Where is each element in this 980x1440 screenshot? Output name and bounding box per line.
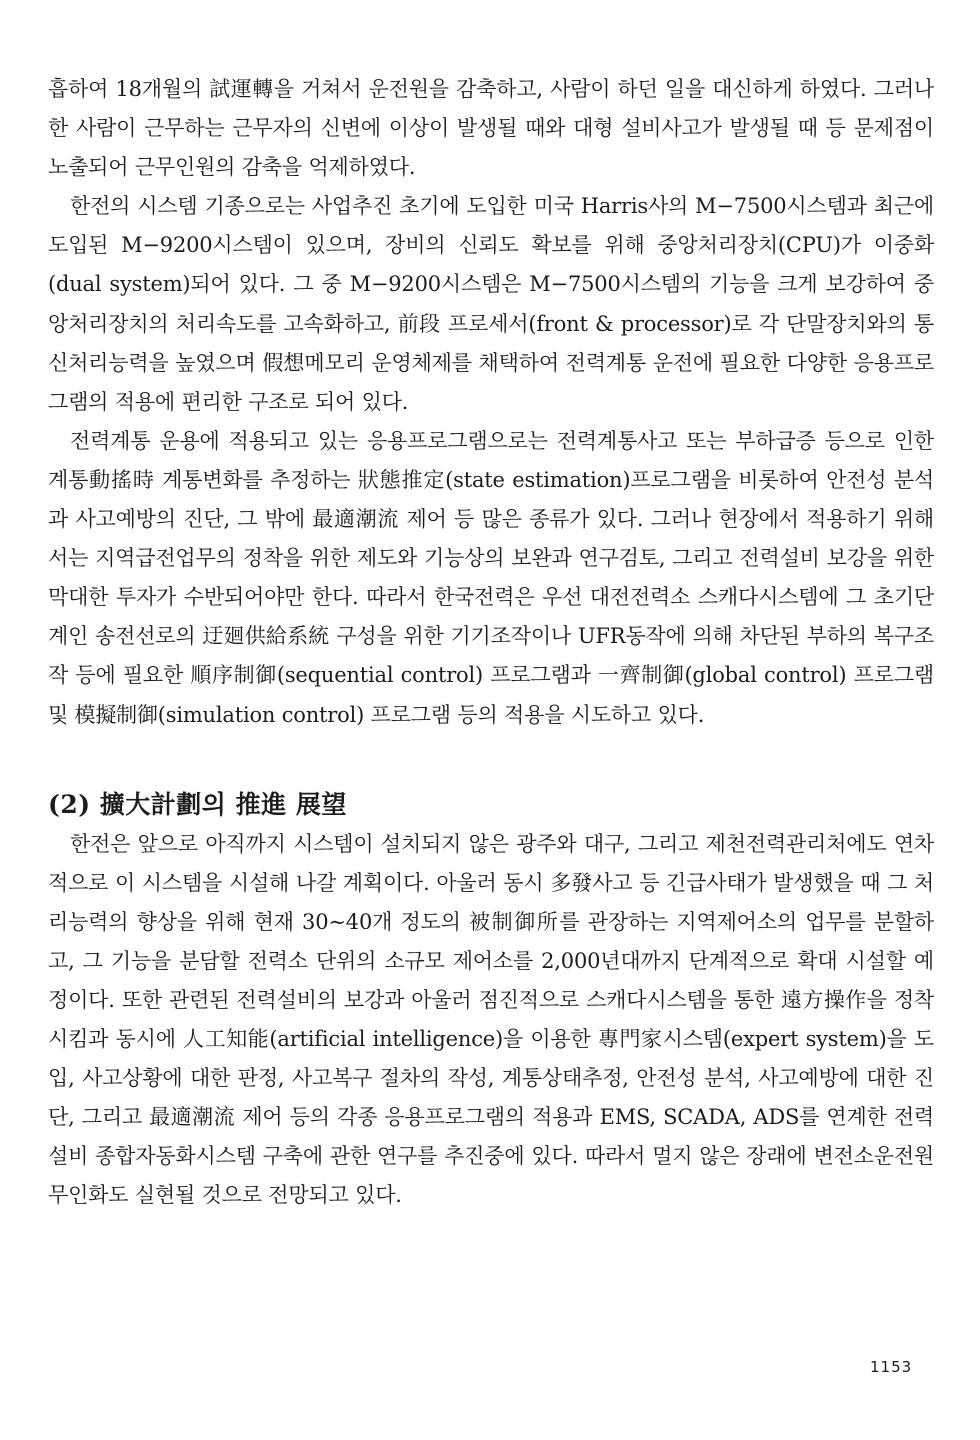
paragraph-continuation: 흡하여 18개월의 試運轉을 거쳐서 운전원을 감축하고, 사람이 하던 일을 대신하게 하였다. 그러나 한 사람이 근무하는 근무자의 신변에 이상이 발생될 때와 대형 설비사고가 발생될 때 등 문제점이 노출되어 근무인원의 감축을 억제하였다. — [48, 77, 934, 180]
section-heading: (2) 擴大計劃의 推進 展望 — [48, 789, 347, 819]
paragraph-system-types: 한전의 시스템 기종으로는 사업추진 초기에 도입한 미국 Harris사의 M−7500시스템과 최근에 도입된 M−9200시스템이 있으며, 장비의 신뢰도 확보를 위해 중앙처리장치(CPU)가 이중화(dual system)되어 있다. 그 중 M−9200시스템은 M−7500시스템의 기능을 크게 보강하여 중앙처리장치의 처리속도를 고속화하고, 前段 프로세서(front & processor)로 각 단말장치와의 통신처리능력을 높였으며 假想메모리 운영체제를 채택하여 전력계통 운전에 필요한 다양한 응용프로그램의 적용에 편리한 구조로 되어 있다. — [48, 194, 934, 414]
document-page — [48, 70, 934, 1216]
page-number: 1153 — [870, 1358, 913, 1376]
paragraph-applications: 전력계통 운용에 적용되고 있는 응용프로그램으로는 전력계통사고 또는 부하급증 등으로 인한 계통動搖時 계통변화를 추정하는 狀態推定(state estimation)프로그램을 비롯하여 안전성 분석과 사고예방의 진단, 그 밖에 最適潮流 제어 등 많은 종류가 있다. 그러나 현장에서 적용하기 위해서는 지역급전업무의 정착을 위한 제도와 기능상의 보완과 연구검토, 그리고 전력설비 보강을 위한 막대한 투자가 수반되어야만 한다. 따라서 한국전력은 우선 대전전력소 스캐다시스템에 그 초기단계인 송전선로의 迂廻供給系統 구성을 위한 기기조작이나 UFR동작에 의해 차단된 부하의 복구조작 등에 필요한 順序制御(sequential control) 프로그램과 一齊制御(global control) 프로그램 및 模擬制御(simulation control) 프로그램 등의 적용을 시도하고 있다. — [48, 428, 934, 727]
paragraph-expansion-plan: 한전은 앞으로 아직까지 시스템이 설치되지 않은 광주와 대구, 그리고 제천전력관리처에도 연차적으로 이 시스템을 시설해 나갈 계획이다. 아울러 동시 多發사고 등 긴급사태가 발생했을 때 그 처리능력의 향상을 위해 현재 30∼40개 정도의 被制御所를 관장하는 지역제어소의 업무를 분할하고, 그 기능을 분담할 전력소 단위의 소규모 제어소를 2,000년대까지 단계적으로 확대 시설할 예정이다. 또한 관련된 전력설비의 보강과 아울러 점진적으로 스캐다시스템을 통한 遠方操作을 정착시킴과 동시에 人工知能(artificial intelligence)을 이용한 專門家시스템(expert system)을 도입, 사고상황에 대한 판정, 사고복구 절차의 작성, 계통상태추정, 안전성 분석, 사고예방에 대한 진단, 그리고 最適潮流 제어 등의 각종 응용프로그램의 적용과 EMS, SCADA, ADS를 연계한 전력설비 종합자동화시스템 구축에 관한 연구를 추진중에 있다. 따라서 멀지 않은 장래에 변전소운전원 무인화도 실현될 것으로 전망되고 있다. — [48, 831, 934, 1208]
